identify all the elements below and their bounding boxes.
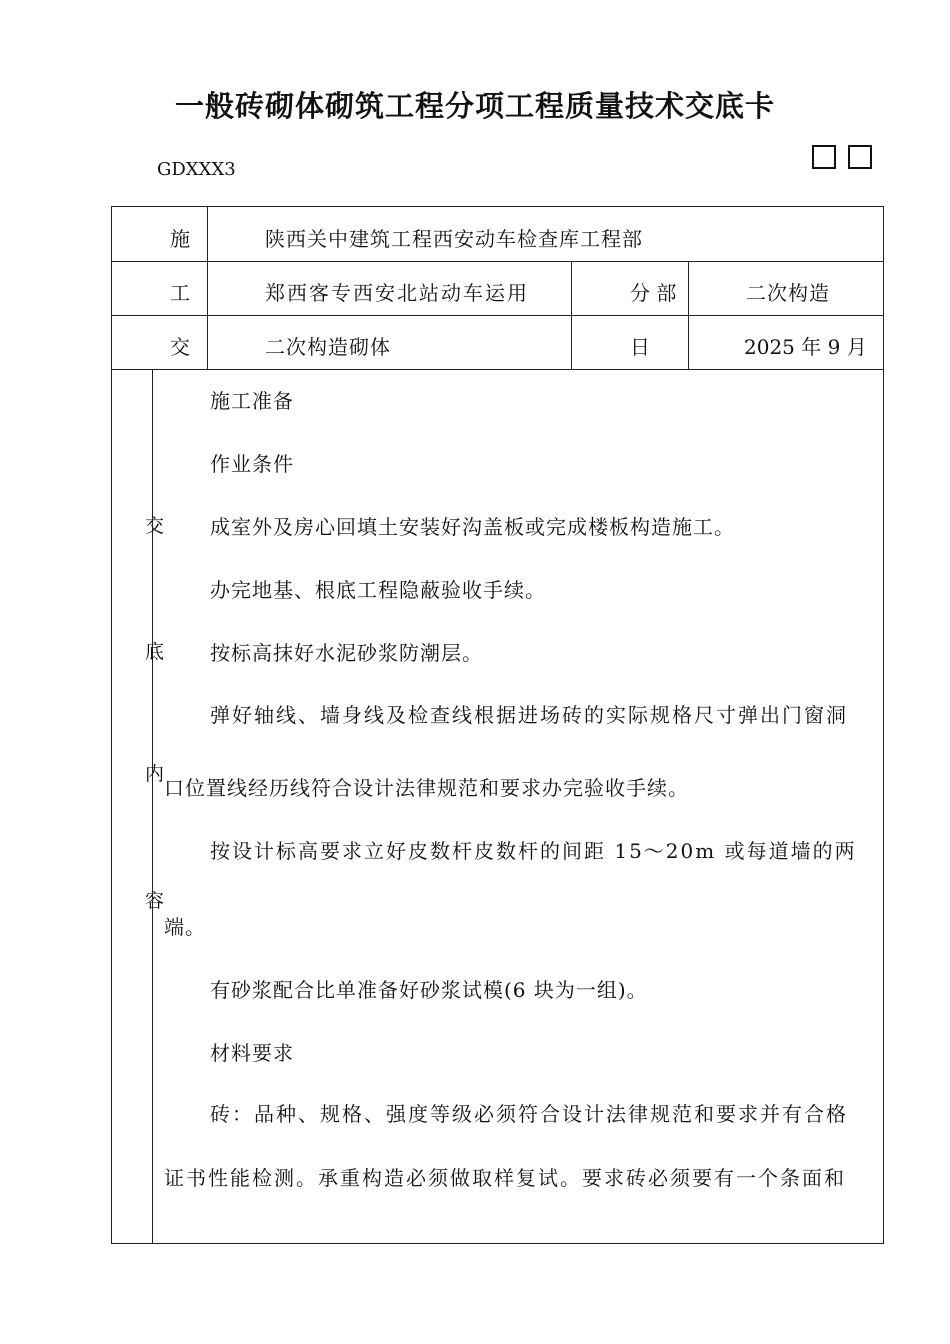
document-title: 一般砖砌体砌筑工程分项工程质量技术交底卡 <box>174 89 775 123</box>
row3-value2: 2025 年 9 月 <box>744 335 867 359</box>
row1-value: 陕西关中建筑工程西安动车检查库工程部 <box>265 227 643 251</box>
content-line: 端。 <box>164 915 206 939</box>
content-line: 有砂浆配合比单准备好砂浆试模(6 块为一组)。 <box>210 978 648 1002</box>
disclosure-table <box>111 206 884 1244</box>
row2-value2: 二次构造 <box>746 281 830 305</box>
row-divider <box>112 369 883 370</box>
checkbox-square-2[interactable] <box>848 145 872 169</box>
content-line: 成室外及房心回填土安装好沟盖板或完成楼板构造施工。 <box>210 515 735 539</box>
content-line: 弹好轴线、墙身线及检查线根据进场砖的实际规格尺寸弹出门窗洞 <box>210 703 848 727</box>
content-line: 口位置线经历线符合设计法律规范和要求办完验收手续。 <box>164 776 689 800</box>
side-label-di: 底 <box>145 641 165 663</box>
row2-label: 工 <box>170 281 190 305</box>
content-line: 办完地基、根底工程隐蔽验收手续。 <box>210 578 546 602</box>
row-divider <box>112 261 883 262</box>
content-column-divider <box>152 369 153 1244</box>
content-line: 按标高抹好水泥砂浆防潮层。 <box>210 641 483 665</box>
row3-label: 交 <box>170 335 190 359</box>
content-line: 材料要求 <box>210 1041 294 1065</box>
content-line: 砖：品种、规格、强度等级必须符合设计法律规范和要求并有合格 <box>210 1102 848 1126</box>
content-line: 证书性能检测。承重构造必须做取样复试。要求砖必须要有一个条面和 <box>164 1166 846 1190</box>
row-divider <box>112 315 883 316</box>
document-code: GDXXX3 <box>157 159 236 180</box>
row2-label2: 分 部 <box>630 281 677 305</box>
column-divider <box>207 207 208 369</box>
side-label-rong: 容 <box>145 890 165 912</box>
row3-label2: 日 <box>630 335 650 359</box>
checkbox-square-1[interactable] <box>812 145 836 169</box>
row3-value: 二次构造砌体 <box>265 335 391 359</box>
row2-value: 郑西客专西安北站动车运用 <box>265 281 529 305</box>
side-label-jiao: 交 <box>145 515 165 537</box>
content-line: 按设计标高要求立好皮数杆皮数杆的间距 15～20m 或每道墙的两 <box>210 839 857 863</box>
content-line: 作业条件 <box>210 452 294 476</box>
row1-label: 施 <box>170 227 190 251</box>
column-divider <box>571 261 572 369</box>
side-label-nei: 内 <box>145 763 165 785</box>
checkbox-group <box>812 145 872 169</box>
content-line: 施工准备 <box>210 389 294 413</box>
column-divider <box>688 261 689 369</box>
